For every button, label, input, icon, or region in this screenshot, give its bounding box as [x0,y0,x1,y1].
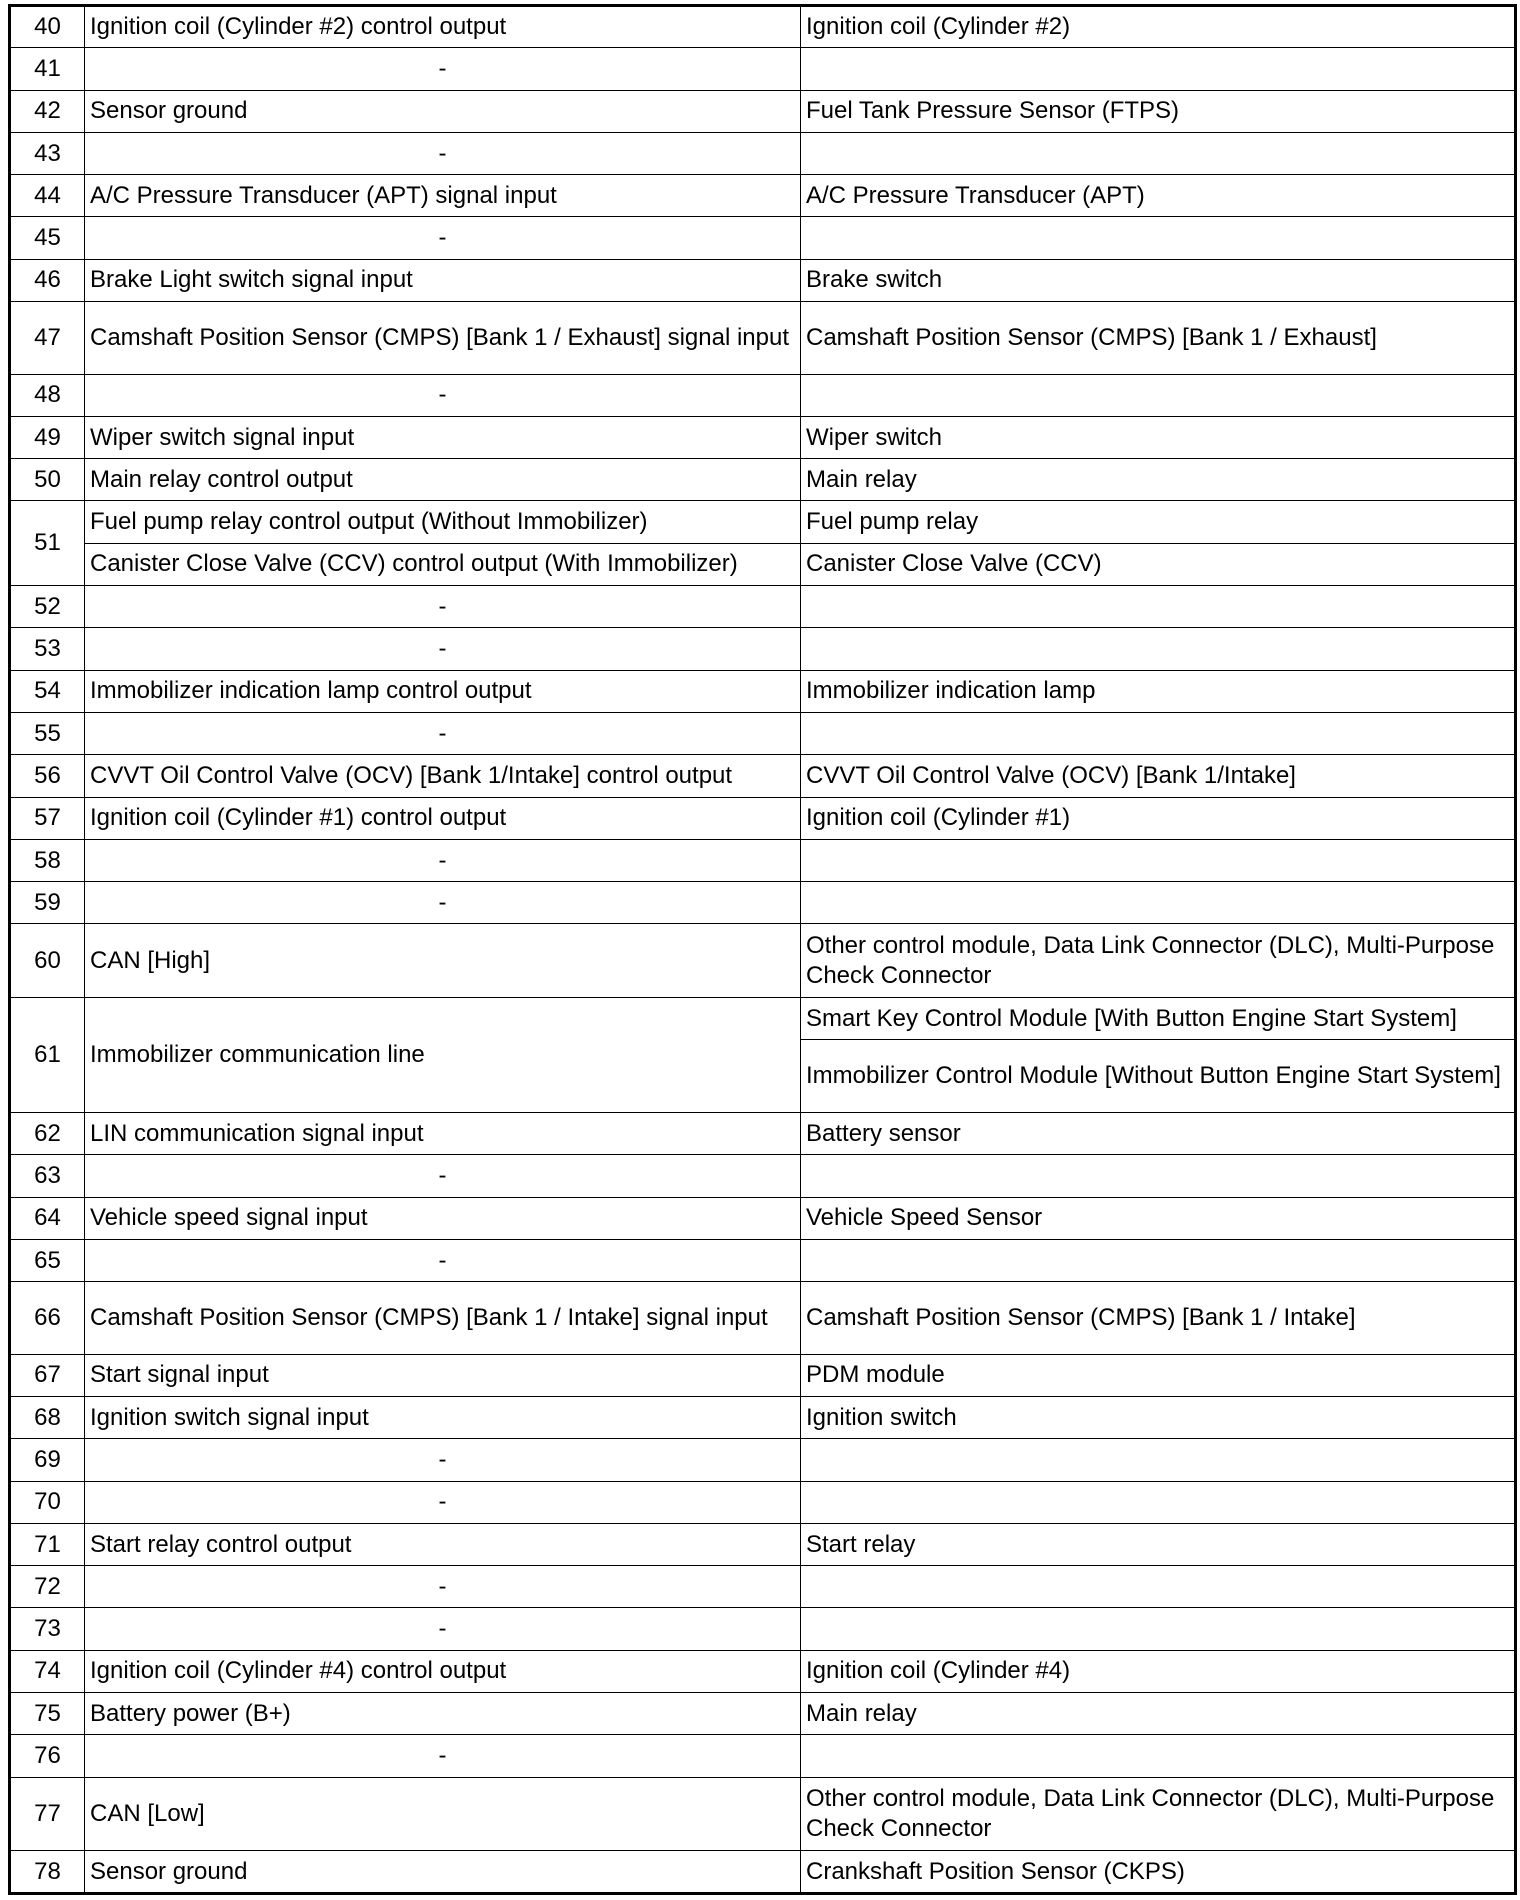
pin-description: Main relay control output [85,459,801,501]
table-row [10,755,1516,797]
pin-description: Sensor ground [85,1851,801,1894]
table-row [10,501,1516,543]
pin-description: LIN communication signal input [85,1112,801,1154]
pin-number: 56 [10,755,85,797]
pin-description: Canister Close Valve (CCV) control output (With Immobilizer) [85,543,801,585]
pin-connected-to: Vehicle Speed Sensor [801,1197,1516,1239]
table-row [10,1523,1516,1565]
pin-description: - [85,1735,801,1777]
pin-description: - [85,217,801,259]
pin-description: - [85,1481,801,1523]
pin-number: 58 [10,839,85,881]
pin-number: 62 [10,1112,85,1154]
pin-number: 63 [10,1155,85,1197]
pin-number: 47 [10,302,85,375]
table-row [10,1777,1516,1851]
pin-number: 73 [10,1608,85,1650]
pin-description: CVVT Oil Control Valve (OCV) [Bank 1/Intake] control output [85,755,801,797]
pin-connected-to [801,48,1516,90]
table-row [10,302,1516,375]
table-row [10,6,1516,48]
pin-connected-to: Other control module, Data Link Connector (DLC), Multi-Purpose Check Connector [801,1777,1516,1851]
pin-connected-to [801,1735,1516,1777]
pin-connected-to [801,712,1516,754]
pin-description: CAN [High] [85,924,801,998]
pin-connected-to: Immobilizer Control Module [Without Button Engine Start System] [801,1040,1516,1113]
pin-description: Ignition switch signal input [85,1396,801,1438]
pin-connected-to: Crankshaft Position Sensor (CKPS) [801,1851,1516,1894]
table-row [10,1650,1516,1692]
pin-description: Vehicle speed signal input [85,1197,801,1239]
pin-description: - [85,586,801,628]
pin-description: - [85,374,801,416]
pin-connected-to: Start relay [801,1523,1516,1565]
pin-description: Ignition coil (Cylinder #2) control output [85,6,801,48]
pin-connected-to [801,217,1516,259]
pin-number: 55 [10,712,85,754]
pin-connected-to: Main relay [801,459,1516,501]
pin-connected-to: Camshaft Position Sensor (CMPS) [Bank 1 / Exhaust] [801,302,1516,375]
pin-connected-to [801,1239,1516,1281]
table-row [10,797,1516,839]
table-row [10,259,1516,301]
table-row [10,1566,1516,1608]
pin-connected-to [801,1155,1516,1197]
table-row [10,839,1516,881]
table-row [10,1354,1516,1396]
pin-connected-to [801,882,1516,924]
pin-description: Start relay control output [85,1523,801,1565]
pin-description: - [85,839,801,881]
pin-description: - [85,1439,801,1481]
pin-number: 76 [10,1735,85,1777]
pin-description: CAN [Low] [85,1777,801,1851]
pin-connected-to: Main relay [801,1693,1516,1735]
pin-number: 44 [10,175,85,217]
pin-number: 54 [10,670,85,712]
pin-number: 71 [10,1523,85,1565]
pin-number: 64 [10,1197,85,1239]
pin-number: 75 [10,1693,85,1735]
table-row [10,48,1516,90]
pin-connected-to: Other control module, Data Link Connector (DLC), Multi-Purpose Check Connector [801,924,1516,998]
pin-connected-to: Ignition switch [801,1396,1516,1438]
table-row [10,543,1516,585]
table-row [10,416,1516,458]
pin-description: Camshaft Position Sensor (CMPS) [Bank 1 / Intake] signal input [85,1282,801,1355]
table-row [10,1155,1516,1197]
pin-description: Wiper switch signal input [85,416,801,458]
table-row [10,1608,1516,1650]
pin-connected-to: Battery sensor [801,1112,1516,1154]
pin-connected-to: Ignition coil (Cylinder #2) [801,6,1516,48]
table-row [10,1239,1516,1281]
pin-description: - [85,712,801,754]
pin-description: Ignition coil (Cylinder #1) control output [85,797,801,839]
table-row [10,1693,1516,1735]
pin-description: Ignition coil (Cylinder #4) control output [85,1650,801,1692]
pin-number: 48 [10,374,85,416]
pin-number: 66 [10,1282,85,1355]
pin-number: 67 [10,1354,85,1396]
pin-description: Fuel pump relay control output (Without Immobilizer) [85,501,801,543]
pin-description: Brake Light switch signal input [85,259,801,301]
pin-number: 45 [10,217,85,259]
pin-description: - [85,628,801,670]
pin-number: 72 [10,1566,85,1608]
pin-connected-to: Immobilizer indication lamp [801,670,1516,712]
table-row [10,1851,1516,1894]
pin-connected-to [801,1566,1516,1608]
pin-number: 42 [10,90,85,132]
pin-description: Start signal input [85,1354,801,1396]
table-row [10,1396,1516,1438]
pin-description: Immobilizer communication line [85,998,801,1113]
table-row [10,1439,1516,1481]
pin-connected-to: Canister Close Valve (CCV) [801,543,1516,585]
pin-description: - [85,1566,801,1608]
table-row [10,628,1516,670]
pin-number: 49 [10,416,85,458]
table-row [10,670,1516,712]
pin-connected-to: Brake switch [801,259,1516,301]
table-row [10,90,1516,132]
pin-description: - [85,1239,801,1281]
pin-number: 59 [10,882,85,924]
table-row [10,1282,1516,1355]
pin-number: 51 [10,501,85,586]
pin-connected-to [801,1481,1516,1523]
pin-connected-to: Fuel pump relay [801,501,1516,543]
pin-description: Immobilizer indication lamp control output [85,670,801,712]
pin-table-body [10,6,1516,1894]
pin-number: 46 [10,259,85,301]
pin-connected-to [801,1439,1516,1481]
pin-number: 77 [10,1777,85,1851]
pin-description-table [8,4,1517,1895]
pin-number: 70 [10,1481,85,1523]
pin-number: 43 [10,132,85,174]
pin-description: A/C Pressure Transducer (APT) signal input [85,175,801,217]
pin-description: - [85,48,801,90]
table-row [10,924,1516,998]
pin-description: - [85,1608,801,1650]
pin-connected-to [801,586,1516,628]
pin-connected-to: Smart Key Control Module [With Button Engine Start System] [801,998,1516,1040]
table-row [10,998,1516,1040]
pin-connected-to: Fuel Tank Pressure Sensor (FTPS) [801,90,1516,132]
table-row [10,586,1516,628]
pin-number: 40 [10,6,85,48]
pin-description: Camshaft Position Sensor (CMPS) [Bank 1 / Exhaust] signal input [85,302,801,375]
pin-number: 41 [10,48,85,90]
table-row [10,712,1516,754]
pin-connected-to [801,628,1516,670]
pin-connected-to: Ignition coil (Cylinder #1) [801,797,1516,839]
pin-number: 61 [10,998,85,1113]
pin-connected-to: Wiper switch [801,416,1516,458]
pin-number: 65 [10,1239,85,1281]
pin-description: - [85,882,801,924]
pin-connected-to [801,1608,1516,1650]
pin-number: 60 [10,924,85,998]
pin-connected-to: PDM module [801,1354,1516,1396]
table-row [10,132,1516,174]
pin-description: - [85,132,801,174]
table-row [10,882,1516,924]
pin-number: 57 [10,797,85,839]
table-row [10,217,1516,259]
table-row [10,459,1516,501]
pin-number: 69 [10,1439,85,1481]
pin-number: 52 [10,586,85,628]
table-row [10,1481,1516,1523]
table-row [10,1735,1516,1777]
pin-connected-to [801,132,1516,174]
table-row [10,1197,1516,1239]
pin-number: 53 [10,628,85,670]
table-row [10,374,1516,416]
pin-description: Battery power (B+) [85,1693,801,1735]
pin-number: 78 [10,1851,85,1894]
pin-connected-to: Ignition coil (Cylinder #4) [801,1650,1516,1692]
pin-description: - [85,1155,801,1197]
pin-description: Sensor ground [85,90,801,132]
pin-number: 74 [10,1650,85,1692]
pin-number: 50 [10,459,85,501]
pin-connected-to: Camshaft Position Sensor (CMPS) [Bank 1 / Intake] [801,1282,1516,1355]
table-row [10,1112,1516,1154]
pin-connected-to: A/C Pressure Transducer (APT) [801,175,1516,217]
table-row [10,175,1516,217]
pin-connected-to: CVVT Oil Control Valve (OCV) [Bank 1/Intake] [801,755,1516,797]
pin-connected-to [801,374,1516,416]
pin-number: 68 [10,1396,85,1438]
pin-connected-to [801,839,1516,881]
